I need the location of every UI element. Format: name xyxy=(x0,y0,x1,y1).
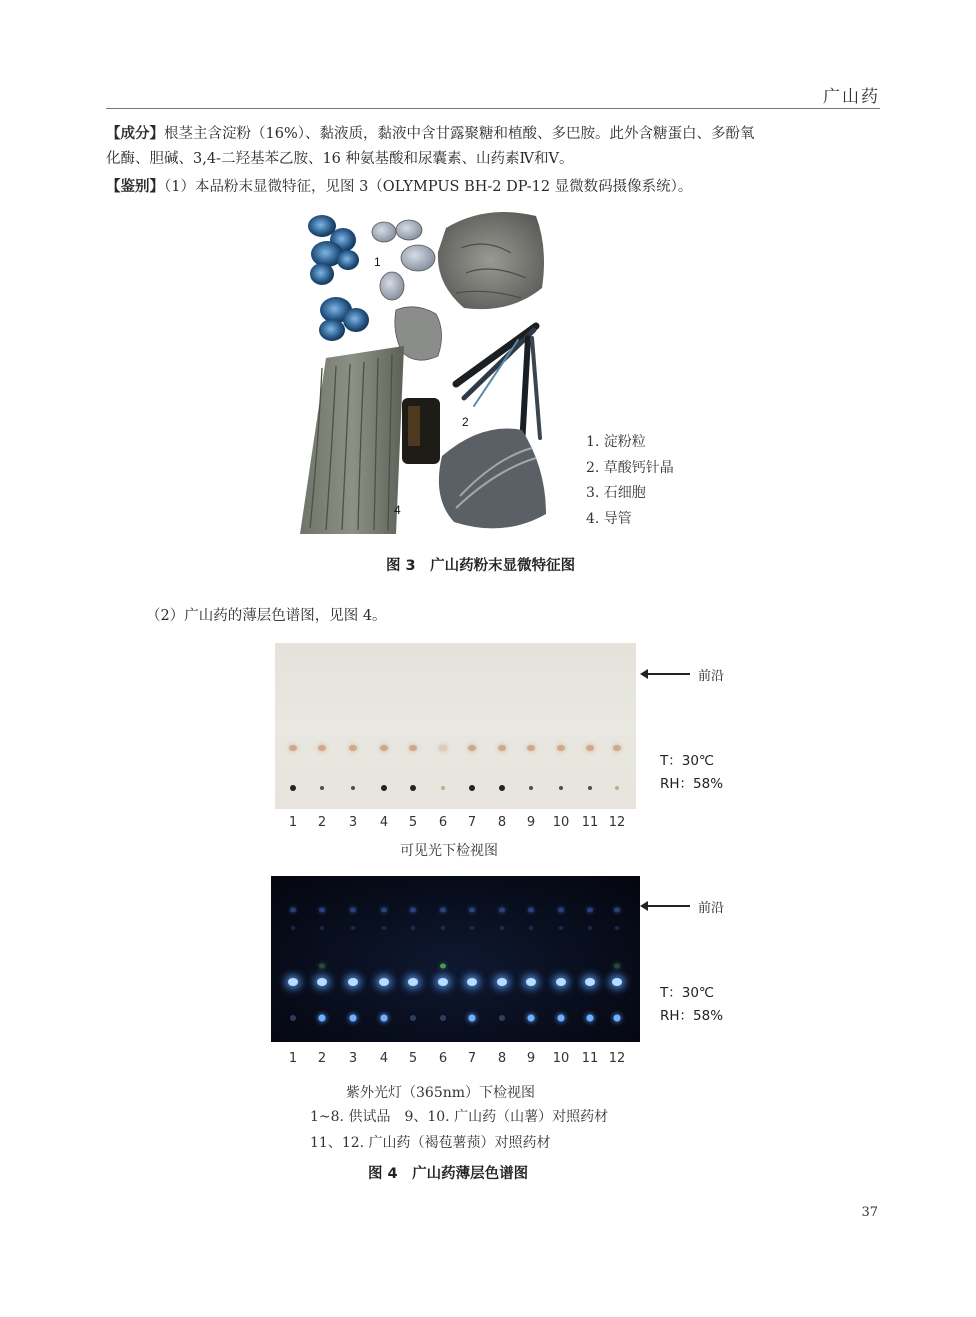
humidity: RH：58% xyxy=(660,1008,724,1024)
tlc-spot xyxy=(528,908,534,913)
tlc-spot xyxy=(556,978,566,986)
tlc-spot xyxy=(290,908,296,913)
lane-number: 5 xyxy=(408,815,418,830)
tlc-spot xyxy=(559,926,564,930)
tlc-spot xyxy=(587,1015,594,1022)
tlc-spot xyxy=(469,785,475,791)
front-arrow-visible xyxy=(646,673,690,675)
tlc-spot xyxy=(499,1015,505,1021)
lane-number: 8 xyxy=(497,815,507,830)
tlc-spot xyxy=(291,926,296,930)
page-number: 37 xyxy=(861,1205,878,1220)
tlc-spot xyxy=(289,745,297,751)
tlc-spot xyxy=(528,1015,535,1022)
tlc-spot xyxy=(379,978,389,986)
starch-grains xyxy=(372,220,435,300)
tlc-spot xyxy=(470,926,475,930)
tlc-spot xyxy=(350,908,356,913)
tlc-spot xyxy=(381,1015,388,1022)
figure3-legend xyxy=(586,430,674,532)
tlc-spot xyxy=(587,908,593,913)
figure4-note-2: 11、12. 广山药（褐苞薯蓣）对照药材 xyxy=(310,1135,551,1151)
figure4-note-1: 1~8. 供试品 9、10. 广山药（山薯）对照药材 xyxy=(310,1109,609,1125)
lane-number: 4 xyxy=(379,1051,389,1066)
tlc-intro: （2）广山药的薄层色谱图，见图 4。 xyxy=(146,608,387,624)
tlc-spot xyxy=(348,978,358,986)
lane-number: 1 xyxy=(288,815,298,830)
lane-number: 7 xyxy=(467,815,477,830)
tlc-spot xyxy=(438,978,448,986)
lane-number: 6 xyxy=(438,1051,448,1066)
tlc-spot xyxy=(585,978,595,986)
label-1: 1 xyxy=(374,255,381,269)
tlc-spot xyxy=(613,745,621,751)
temperature: T：30℃ xyxy=(660,753,715,769)
tlc-spot xyxy=(499,785,505,791)
lane-number: 6 xyxy=(438,815,448,830)
identification-text: （1）本品粉末显微特征，见图 3（OLYMPUS BH-2 DP-12 显微数码摄像系统）。 xyxy=(164,179,693,195)
label-4: 4 xyxy=(394,503,401,517)
tlc-spot xyxy=(588,786,592,790)
composition-tag: 【成分】 xyxy=(106,126,164,142)
tlc-spot xyxy=(410,785,416,791)
lane-number: 10 xyxy=(552,1051,570,1066)
lane-number: 7 xyxy=(467,1051,477,1066)
front-arrow-uv xyxy=(646,905,690,907)
tlc-spot xyxy=(614,908,620,913)
humidity: RH：58% xyxy=(660,776,724,792)
tlc-spot xyxy=(615,786,619,790)
lane-number: 12 xyxy=(608,815,626,830)
header-rule xyxy=(106,108,880,109)
tlc-spot xyxy=(317,978,327,986)
lane-number: 3 xyxy=(348,1051,358,1066)
composition-line-2: 化酶、胆碱、3,4-二羟基苯乙胺、16 种氨基酸和尿囊素、山药素Ⅳ和Ⅴ。 xyxy=(106,151,574,167)
tlc-spot xyxy=(469,1015,476,1022)
tlc-spot xyxy=(290,1015,296,1021)
tlc-spot xyxy=(558,908,564,913)
visible-caption: 可见光下检视图 xyxy=(400,843,498,859)
tlc-spot xyxy=(498,745,506,751)
stone-cell-large xyxy=(438,212,544,309)
lane-number: 3 xyxy=(348,815,358,830)
lane-numbers-visible xyxy=(0,815,976,835)
tlc-spot xyxy=(320,926,325,930)
identification-tag: 【鉴别】 xyxy=(106,179,164,195)
tlc-spot xyxy=(410,908,416,913)
legend-item: 1. 淀粉粒 xyxy=(586,434,646,450)
tlc-spot xyxy=(411,926,416,930)
lane-number: 8 xyxy=(497,1051,507,1066)
tlc-spot xyxy=(559,786,563,790)
tlc-spot xyxy=(527,745,535,751)
tlc-spot xyxy=(410,1015,416,1021)
temperature: T：30℃ xyxy=(660,985,715,1001)
tlc-spot xyxy=(288,978,298,986)
legend-item: 4. 导管 xyxy=(586,510,632,527)
dark-cell xyxy=(402,398,440,464)
tlc-spot xyxy=(318,745,326,751)
tlc-spot xyxy=(440,908,446,913)
tlc-spot xyxy=(319,908,325,913)
lane-numbers-uv xyxy=(0,1051,976,1071)
composition-paragraph xyxy=(106,122,880,172)
lane-number: 11 xyxy=(581,815,599,830)
tlc-spot xyxy=(529,786,533,790)
running-header: 广山药 xyxy=(823,87,880,107)
lane-number: 4 xyxy=(379,815,389,830)
tlc-spot xyxy=(468,745,476,751)
tlc-spot xyxy=(381,785,387,791)
tlc-spot xyxy=(614,1015,621,1022)
label-3: 3 xyxy=(440,313,447,327)
tlc-spot xyxy=(614,964,620,969)
legend-item: 3. 石细胞 xyxy=(586,485,646,501)
powder-micrograph xyxy=(296,208,576,538)
tlc-spot xyxy=(586,745,594,751)
legend-item: 2. 草酸钙针晶 xyxy=(586,459,674,476)
tlc-spot xyxy=(558,1015,565,1022)
tlc-spot xyxy=(615,926,620,930)
identification-paragraph xyxy=(106,175,880,200)
composition-line-1: 根茎主含淀粉（16%）、黏液质，黏液中含甘露聚糖和植酸、多巴胺。此外含糖蛋白、多酚氧 xyxy=(164,126,755,142)
tlc-spot xyxy=(380,745,388,751)
front-label-uv: 前沿 xyxy=(698,901,725,916)
tlc-spot xyxy=(351,786,355,790)
lane-number: 2 xyxy=(317,815,327,830)
tlc-spot xyxy=(381,908,387,913)
lane-number: 5 xyxy=(408,1051,418,1066)
front-label-visible: 前沿 xyxy=(698,669,725,684)
tlc-spot xyxy=(588,926,593,930)
lane-number: 11 xyxy=(581,1051,599,1066)
tlc-spot xyxy=(529,926,534,930)
lane-number: 9 xyxy=(526,815,536,830)
tlc-spot xyxy=(319,1015,326,1022)
tlc-spot xyxy=(441,926,446,930)
figure3-caption: 图 3 广山药粉末显微特征图 xyxy=(386,558,576,574)
tlc-spot xyxy=(467,978,477,986)
conditions-visible xyxy=(660,750,723,796)
tlc-spot xyxy=(408,978,418,986)
polarized-starch-grains xyxy=(308,215,369,341)
tlc-spot xyxy=(351,926,356,930)
tlc-spot xyxy=(440,964,446,969)
label-2: 2 xyxy=(462,415,469,429)
tlc-spot xyxy=(499,908,505,913)
figure4-caption: 图 4 广山药薄层色谱图 xyxy=(368,1166,529,1182)
lane-number: 10 xyxy=(552,815,570,830)
tlc-spot xyxy=(612,978,622,986)
tlc-spot xyxy=(409,745,417,751)
tlc-spot xyxy=(290,785,296,791)
tlc-spot xyxy=(320,786,324,790)
tlc-plate-uv xyxy=(271,876,640,1042)
lane-number: 1 xyxy=(288,1051,298,1066)
lane-number: 2 xyxy=(317,1051,327,1066)
lane-number: 12 xyxy=(608,1051,626,1066)
conditions-uv xyxy=(660,982,723,1028)
tlc-spot xyxy=(469,908,475,913)
tlc-spot xyxy=(440,1015,446,1021)
uv-caption: 紫外光灯（365nm）下检视图 xyxy=(346,1085,536,1101)
lane-number: 9 xyxy=(526,1051,536,1066)
tlc-plate-visible xyxy=(275,643,636,809)
tlc-spot xyxy=(350,1015,357,1022)
tlc-spot xyxy=(557,745,565,751)
tlc-spot xyxy=(349,745,357,751)
tlc-spot xyxy=(500,926,505,930)
tlc-spot xyxy=(439,745,447,751)
tlc-spot xyxy=(497,978,507,986)
tlc-spot xyxy=(441,786,445,790)
tlc-spot xyxy=(319,964,325,969)
tlc-spot xyxy=(382,926,387,930)
tlc-spot xyxy=(526,978,536,986)
